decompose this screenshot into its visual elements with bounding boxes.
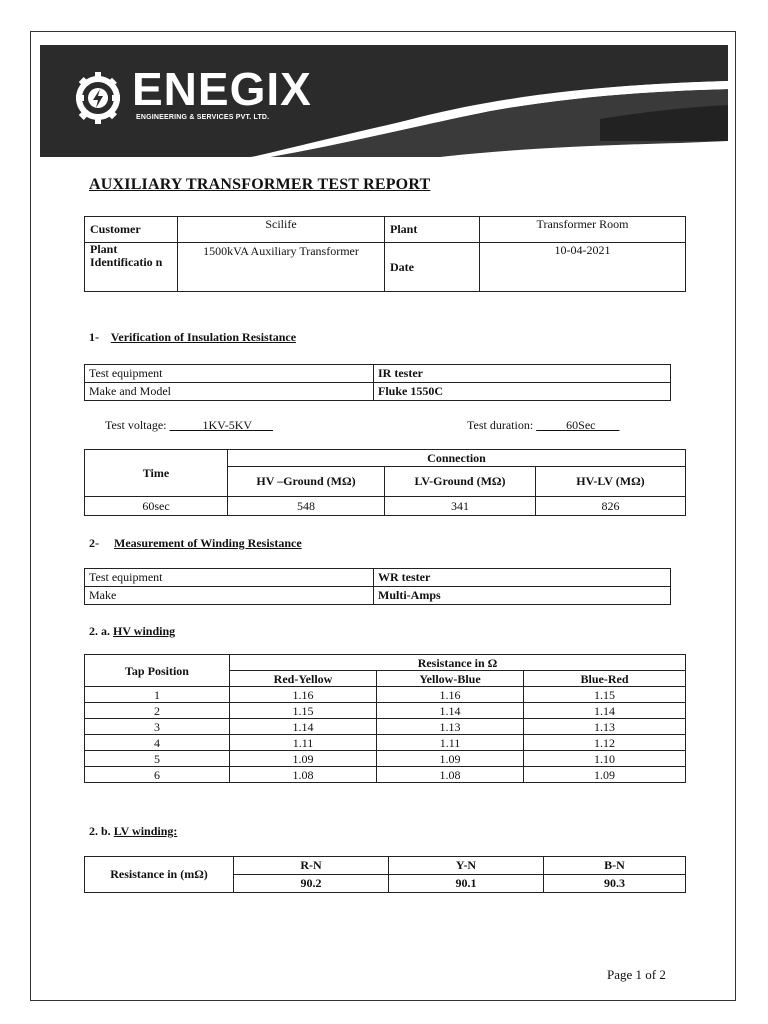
section-2-number: 2- <box>89 536 99 550</box>
hv-winding-prefix: 2. a. <box>89 624 110 638</box>
hv-winding-table <box>84 654 686 783</box>
customer-info-table <box>84 216 686 292</box>
brand-tagline: ENGINEERING & SERVICES PVT. LTD. <box>136 114 270 121</box>
rn-value: 90.2 <box>234 875 389 893</box>
wr-make-label: Make <box>85 587 374 605</box>
lv-winding-table <box>84 856 686 893</box>
plant-label: Plant <box>385 217 480 243</box>
report-title: AUXILIARY TRANSFORMER TEST REPORT <box>89 176 431 193</box>
section-2-title: Measurement of Winding Resistance <box>114 536 302 550</box>
table-row <box>85 767 686 783</box>
ry-cell: 1.14 <box>230 719 377 735</box>
table-row <box>85 703 686 719</box>
section-2-heading <box>89 536 302 551</box>
ry-cell: 1.08 <box>230 767 377 783</box>
col-b-n: B-N <box>544 857 686 875</box>
table-row <box>85 719 686 735</box>
section-1-heading <box>89 330 296 345</box>
gear-bolt-icon <box>72 64 128 126</box>
plant-id-value: 1500kVA Auxiliary Transformer <box>178 243 385 292</box>
ry-cell: 1.15 <box>230 703 377 719</box>
ir-time-cell: 60sec <box>85 497 228 516</box>
connection-header: Connection <box>228 450 686 467</box>
wr-equipment-value: WR tester <box>374 569 671 587</box>
plant-id-label: Plant Identificatio n <box>85 243 178 292</box>
tap-cell: 6 <box>85 767 230 783</box>
tap-cell: 5 <box>85 751 230 767</box>
wr-make-value: Multi-Amps <box>374 587 671 605</box>
ir-model-value: Fluke 1550C <box>374 383 671 401</box>
ir-model-label: Make and Model <box>85 383 374 401</box>
wr-equipment-label: Test equipment <box>85 569 374 587</box>
test-duration-value: 60Sec <box>566 418 596 432</box>
tap-cell: 1 <box>85 687 230 703</box>
yb-cell: 1.11 <box>377 735 524 751</box>
ry-cell: 1.16 <box>230 687 377 703</box>
table-row <box>85 751 686 767</box>
col-y-n: Y-N <box>389 857 544 875</box>
lv-ground-header: LV-Ground (MΩ) <box>385 467 536 497</box>
hv-ground-header: HV –Ground (MΩ) <box>228 467 385 497</box>
plant-value: Transformer Room <box>480 217 686 243</box>
page-number: Page 1 of 2 <box>607 967 666 982</box>
ry-cell: 1.09 <box>230 751 377 767</box>
br-cell: 1.14 <box>524 703 686 719</box>
br-cell: 1.13 <box>524 719 686 735</box>
test-voltage-label: Test voltage: <box>105 418 167 432</box>
test-voltage-line <box>105 418 273 433</box>
company-logo <box>72 64 312 126</box>
col-r-n: R-N <box>234 857 389 875</box>
br-cell: 1.12 <box>524 735 686 751</box>
br-cell: 1.15 <box>524 687 686 703</box>
section-1-title: Verification of Insulation Resistance <box>110 330 297 344</box>
yb-cell: 1.09 <box>377 751 524 767</box>
test-duration-label: Test duration: <box>467 418 534 432</box>
col-red-yellow: Red-Yellow <box>230 671 377 687</box>
ry-cell: 1.11 <box>230 735 377 751</box>
yb-cell: 1.14 <box>377 703 524 719</box>
bn-value: 90.3 <box>544 875 686 893</box>
date-label: Date <box>385 243 480 292</box>
lv-winding-heading <box>89 824 177 839</box>
ir-lv-ground-cell: 341 <box>385 497 536 516</box>
date-value: 10-04-2021 <box>480 243 686 292</box>
hv-lv-header: HV-LV (MΩ) <box>536 467 686 497</box>
table-row <box>85 497 686 516</box>
tap-cell: 4 <box>85 735 230 751</box>
tap-cell: 2 <box>85 703 230 719</box>
yb-cell: 1.08 <box>377 767 524 783</box>
col-yellow-blue: Yellow-Blue <box>377 671 524 687</box>
tap-position-header: Tap Position <box>85 655 230 687</box>
hv-winding-label: HV winding <box>113 624 176 638</box>
customer-value: Scilife <box>178 217 385 243</box>
br-cell: 1.10 <box>524 751 686 767</box>
customer-label: Customer <box>85 217 178 243</box>
ir-equipment-value: IR tester <box>374 365 671 383</box>
wr-equipment-table <box>84 568 671 605</box>
tap-cell: 3 <box>85 719 230 735</box>
section-1-number: 1- <box>89 330 99 344</box>
br-cell: 1.09 <box>524 767 686 783</box>
hv-winding-heading <box>89 624 175 639</box>
lv-winding-prefix: 2. b. <box>89 824 111 838</box>
ir-equipment-table <box>84 364 671 401</box>
test-duration-line <box>467 418 619 433</box>
resistance-header: Resistance in Ω <box>230 655 686 671</box>
lv-winding-label: LV winding: <box>113 824 178 838</box>
ir-equipment-label: Test equipment <box>85 365 374 383</box>
brand-name: ENEGIX <box>132 63 312 115</box>
ir-hv-ground-cell: 548 <box>228 497 385 516</box>
table-row <box>85 687 686 703</box>
col-blue-red: Blue-Red <box>524 671 686 687</box>
ir-hv-lv-cell: 826 <box>536 497 686 516</box>
table-row <box>85 735 686 751</box>
insulation-resistance-table <box>84 449 686 516</box>
lv-resistance-header: Resistance in (mΩ) <box>85 857 234 893</box>
time-header: Time <box>85 450 228 497</box>
yb-cell: 1.13 <box>377 719 524 735</box>
yn-value: 90.1 <box>389 875 544 893</box>
yb-cell: 1.16 <box>377 687 524 703</box>
test-voltage-value: 1KV-5KV <box>202 418 253 432</box>
